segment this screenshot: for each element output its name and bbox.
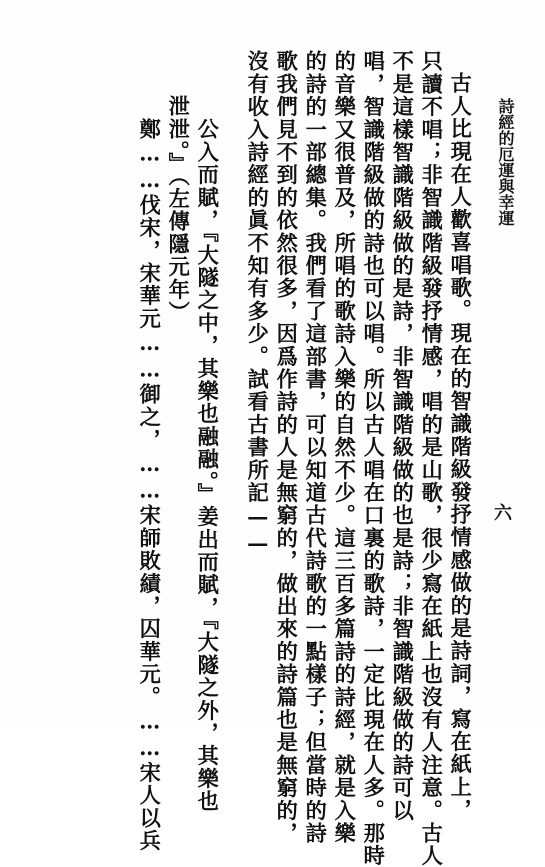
text-column-5: 的音樂又很普及，所唱的歌詩入樂的自然不少。這三百多篇詩的詩經，就是入樂	[332, 50, 358, 845]
text-column-8: 沒有收入詩經的眞不知有多少。試看古書所記——	[245, 50, 271, 557]
text-column-6: 的詩的一部總集。我們看了這部書，可以知道古代詩歌的一點樣子；但當時的詩	[303, 50, 329, 845]
quote-column-3: 鄭……伐宋，宋華元……御之，……宋師敗績，囚華元。……宋人以兵	[137, 118, 163, 853]
quote-column-2: 泄泄。』（左傳隱元年）	[166, 95, 192, 324]
running-header-title: 詩經的厄運與幸運	[496, 98, 515, 226]
text-column-7: 歌我們見不到的依然很多，因爲作詩的人是無窮的，做出來的詩篇也是無窮的，	[274, 50, 300, 845]
page-number: 六	[491, 503, 512, 521]
quote-column-1: 公入而賦，『大隧之中，其樂也融融。』姜出而賦，『大隧之外，其樂也	[195, 118, 221, 813]
text-column-1: 古人比現在人歡喜唱歌。現在的智識階級發抒情感做的是詩詞，寫在紙上，	[448, 72, 474, 822]
text-column-3: 不是這樣智識階級做的是詩，非智識階級做的也是詩；非智識階級做的詩可以	[390, 50, 416, 822]
text-column-4: 唱，智識階級做的詩也可以唱。所以古人唱在口裏的歌詩，一定比現在人多。那時	[361, 50, 387, 867]
text-column-2: 只讀不唱；非智識階級發抒情感，唱的是山歌，很少寫在紙上也沒有人注意。古人	[419, 50, 445, 867]
